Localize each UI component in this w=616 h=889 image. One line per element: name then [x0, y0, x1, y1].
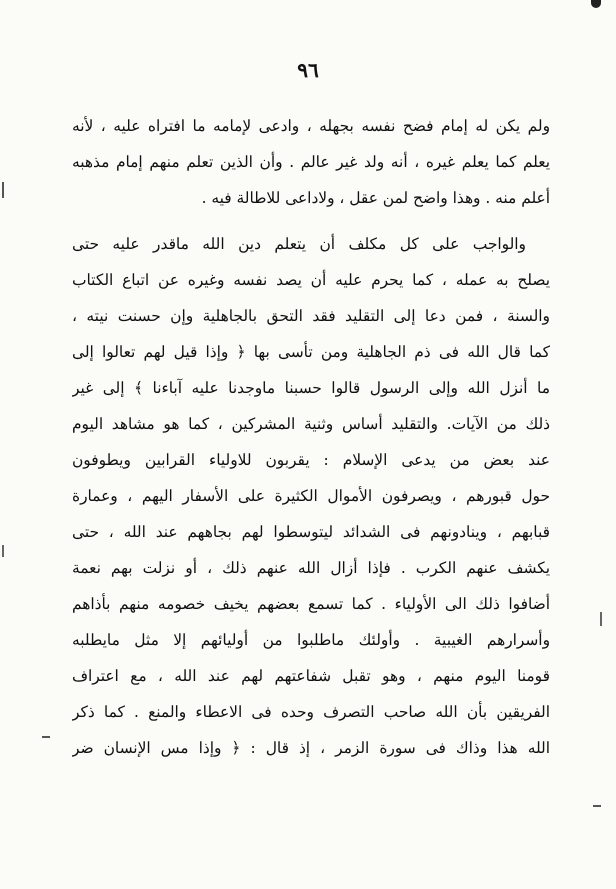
text-line: ولم يكن له إمام فضح نفسه بجهله ، وادعى لإمامه ما افتراه عليه ، لأنه: [72, 117, 550, 135]
text-line: أعلم منه . وهذا واضح لمن عقل ، ولاداعى للاطالة فيه .: [201, 189, 550, 207]
text-line: وأسرارهم الغيبية . وأولئك ماطلبوا من أوليائهم إلا مثل مايطلبه: [72, 631, 550, 649]
text-line: قومنا اليوم منهم ، وهو تقبل شفاعتهم لهم عند الله ، مع اعتراف: [72, 667, 550, 685]
text-line: الله هذا وذاك فى سورة الزمر ، إذ قال : ﴿ وإذا مس الإنسان ضر: [72, 739, 550, 757]
paragraph-gap: [72, 216, 550, 226]
text-line: يصلح به عمله ، كما يحرم عليه أن يصد نفسه وغيره عن اتباع الكتاب: [72, 271, 550, 289]
scan-mark: [2, 182, 4, 198]
text-line: والواجب على كل مكلف أن يتعلم دين الله ماقدر عليه حتى: [72, 235, 526, 253]
text-line: ذلك من الآيات. والتقليد أساس وثنية المشركين ، كما هو مشاهد اليوم: [72, 415, 550, 433]
scan-mark: [591, 0, 601, 8]
text-line: ما أنزل الله وإلى الرسول قالوا حسبنا ماوجدنا عليه آباءنا ﴾ إلى غير: [72, 379, 550, 397]
text-line: كما قال الله فى ذم الجاهلية ومن تأسى بها ﴿ وإذا قيل لهم تعالوا إلى: [72, 343, 550, 361]
body-text: [72, 108, 550, 766]
scan-mark: [593, 805, 601, 807]
text-line: قبابهم ، وينادونهم فى الشدائد ليتوسطوا لهم بجاههم عند الله ، حتى: [72, 523, 550, 541]
text-line: يكشف عنهم الكرب . فإذا أزال الله عنهم ذلك ، أو نزلت بهم نعمة: [72, 559, 550, 577]
text-line: أضافوا ذلك الى الأولياء . كما تسمع بعضهم يخيف خصومه منهم بأذاهم: [72, 595, 550, 613]
text-line: والسنة ، فمن دعا إلى التقليد فقد التحق بالجاهلية وإن حسنت نيته ،: [72, 307, 550, 325]
page-number: ٩٦: [297, 58, 319, 82]
scan-mark: [600, 612, 602, 626]
text-line: عند بعض من يدعى الإسلام : يقربون للاولياء القرابين ويطوفون: [72, 451, 550, 469]
text-line: يعلم كما يعلم غيره ، أنه ولد غير عالم . وأن الذين تعلم منهم إمام مذهبه: [72, 153, 550, 171]
scan-mark: [2, 545, 4, 557]
scan-mark: [42, 736, 50, 738]
text-line: حول قبورهم ، ويصرفون الأموال الكثيرة على الأسفار اليهم ، وعمارة: [72, 487, 550, 505]
text-line: الفريقين بأن الله صاحب التصرف وحده فى الاعطاء والمنع . كما ذكر: [72, 703, 550, 721]
